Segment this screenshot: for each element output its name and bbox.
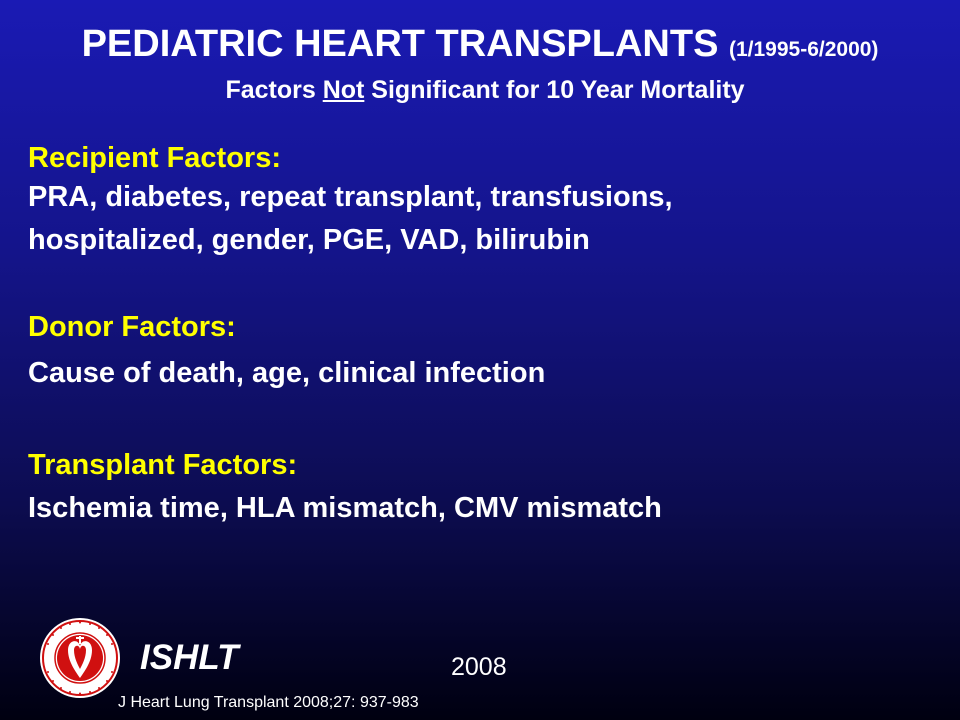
- ishlt-seal-icon: [38, 616, 122, 700]
- donor-factors-heading: Donor Factors:: [28, 311, 236, 343]
- transplant-factors-heading: Transplant Factors:: [28, 449, 298, 481]
- recipient-factors-heading: Recipient Factors:: [28, 142, 281, 174]
- transplant-factors-line-1: Ischemia time, HLA mismatch, CMV mismatch: [28, 492, 662, 524]
- subtitle-after: Significant for 10 Year Mortality: [364, 76, 745, 104]
- title-dates: (1/1995-6/2000): [728, 38, 879, 61]
- subtitle-emphasis: Not: [322, 76, 365, 104]
- page-subtitle: [0, 75, 960, 105]
- recipient-factors-line-1: PRA, diabetes, repeat transplant, transfusions,: [28, 181, 673, 213]
- donor-factors-line-1: Cause of death, age, clinical infection: [28, 357, 546, 389]
- subtitle-before: Factors: [225, 76, 323, 104]
- organization-name: ISHLT: [140, 638, 239, 677]
- publication-year: 2008: [451, 653, 507, 681]
- journal-citation: J Heart Lung Transplant 2008;27: 937-983: [118, 694, 419, 711]
- title-main: PEDIATRIC HEART TRANSPLANTS: [81, 23, 719, 65]
- page-title: [0, 22, 960, 72]
- recipient-factors-line-2: hospitalized, gender, PGE, VAD, bilirubin: [28, 224, 590, 256]
